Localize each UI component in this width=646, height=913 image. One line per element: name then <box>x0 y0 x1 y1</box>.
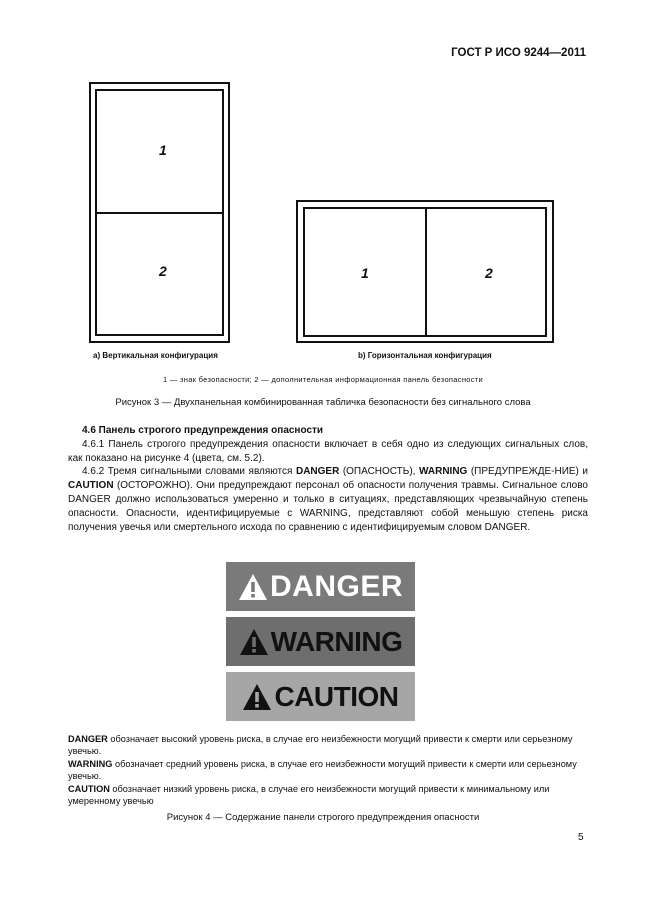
figure3-legend: 1 — знак безопасности; 2 — дополнительная информационная панель безопасности <box>162 375 484 384</box>
panel-a-caption: а) Вертикальная конфигурация <box>93 351 218 360</box>
p2-danger: DANGER <box>295 466 340 478</box>
panel-b-label-2: 2 <box>485 265 493 281</box>
horizontal-sign-outline <box>296 200 554 343</box>
warning-triangle-icon <box>239 628 269 656</box>
caution-desc-text: обозначает низкий уровень риска, в случае его неизбежности могущий привести к минимальному или умеренному увечью <box>68 783 550 807</box>
paragraph-4-6-1: 4.6.1 Панель строгого предупреждения опасности включает в себя одно из следующих сигнальных слов, как показано на рисунке 4 (цвета, см. 5.2). <box>68 438 588 464</box>
panel-b-caption: b) Горизонтальная конфигурация <box>358 351 492 360</box>
figure3-caption: Рисунок 3 — Двухпанельная комбинированная табличка безопасности без сигнального слова <box>115 397 531 408</box>
warning-description <box>68 758 588 783</box>
panel-a-label-2: 2 <box>159 263 167 279</box>
panel-b-label-1: 1 <box>361 265 369 281</box>
warning-triangle-icon <box>238 573 268 601</box>
section-heading: 4.6 Панель строгого предупреждения опасности <box>82 425 324 436</box>
p2-mid2: (ПРЕДУПРЕЖДЕ-НИЕ) и <box>467 466 588 478</box>
warning-triangle-icon <box>242 683 272 711</box>
warning-panel <box>226 617 415 666</box>
section-4-6 <box>68 424 588 534</box>
panel-a-label-1: 1 <box>159 142 167 158</box>
p2-mid1: (ОПАСНОСТЬ), <box>339 466 419 478</box>
signal-word-descriptions <box>68 733 588 807</box>
page-number: 5 <box>578 832 584 843</box>
vertical-divider <box>97 212 222 214</box>
horizontal-divider <box>425 209 427 335</box>
p2-start: 4.6.2 Тремя сигнальными словами являются <box>82 466 296 478</box>
figure4-caption: Рисунок 4 — Содержание панели строгого предупреждения опасности <box>166 812 480 823</box>
warning-word: WARNING <box>68 758 113 769</box>
vertical-sign-inner <box>95 89 224 336</box>
danger-word: DANGER <box>68 734 108 744</box>
danger-label: DANGER <box>269 569 403 603</box>
caution-panel <box>226 672 415 721</box>
warning-desc-text: обозначает средний уровень риска, в случае его неизбежности могущий привести к смерти или серьезному увечью. <box>68 758 577 782</box>
danger-description <box>68 733 588 758</box>
warning-label: WARNING <box>270 625 403 657</box>
document-header: ГОСТ Р ИСО 9244—2011 <box>451 47 586 59</box>
p2-end: (ОСТОРОЖНО). Они предупреждают персонал об опасности получения травмы. Сигнальное слово DANGER должно использоваться умеренно и только в ситуациях, представляющих чрезвычайную степень опасности. Опасности, идентифицируемые с WARNING, представляют собой меньшую степень риска получения увечья или смертельного исхода по сравнению с идентифицируемым словом DANGER. <box>68 480 588 533</box>
paragraph-4-6-2 <box>68 465 588 534</box>
p2-caution: CAUTION <box>68 480 114 492</box>
caution-label: CAUTION <box>274 680 399 712</box>
caution-description <box>68 783 588 808</box>
horizontal-sign-inner <box>303 207 547 337</box>
caution-word: CAUTION <box>68 783 110 794</box>
danger-panel <box>226 562 415 611</box>
p2-warning: WARNING <box>418 466 468 478</box>
danger-desc-text: обозначает высокий уровень риска, в случае его неизбежности могущий привести к смерти или серьезному увечью. <box>68 734 573 757</box>
vertical-sign-outline <box>89 82 230 343</box>
